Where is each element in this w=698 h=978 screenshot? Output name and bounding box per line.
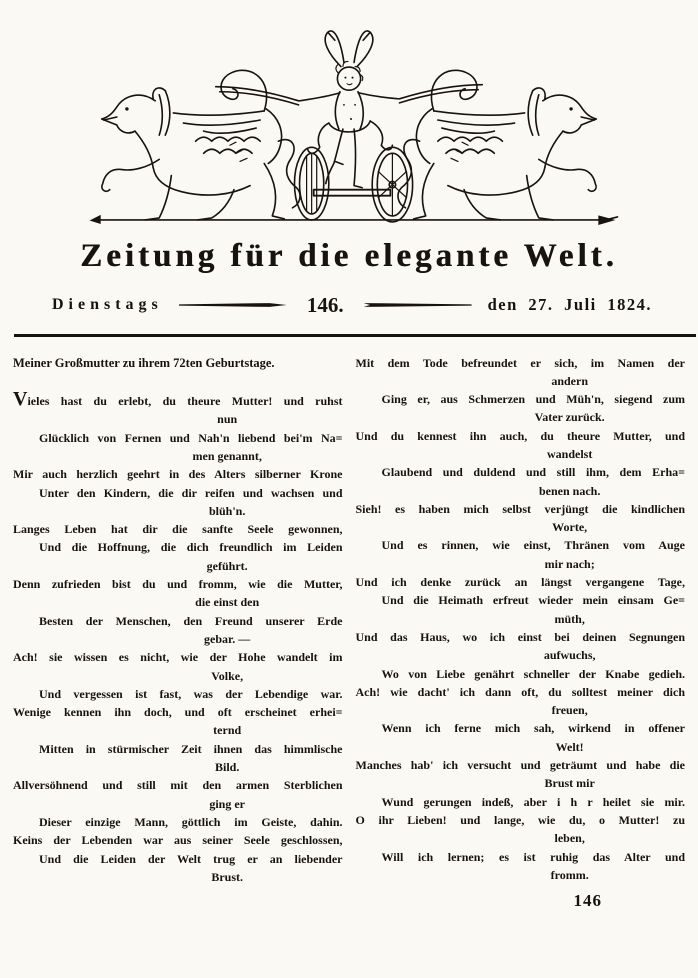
poem-line: benen nach. [538,483,601,498]
poem-line: Glücklich von Fernen und Nah'n liebend bei'm Na= [39,430,343,445]
masthead-vignette [61,12,637,226]
dateline [0,292,698,318]
poem-line: O ihr Lieben! und lange, wie du, o Mutter! zu [355,812,685,827]
poem-line: Keins der Lebenden war aus seiner Seele geschlossen, [13,833,343,848]
poem-line: Unter den Kindern, die dir reifen und wachsen und [39,485,343,500]
poem-line: müth, [554,611,585,626]
poem-line: Und die Leiden der Welt trug er an liebender [39,851,343,866]
poem-line: Mitten in stürmischer Zeit ihnen das himmlische [39,741,343,756]
poem-line: nun [217,412,238,427]
page-number: 146 [573,891,602,911]
dateline-weekday: Dienstags [52,296,163,313]
poem-line: Besten der Menschen, den Freund unserer Erde [39,613,343,628]
poem-line: Ach! sie wissen es nicht, wie der Hohe wandelt im [13,650,343,665]
poem-line: gebar. — [204,631,251,646]
issue-number: 146. [306,292,344,317]
poem-line: Und ich denke zurück an längst vergangene Tage, [355,575,685,590]
poem-line: Und die Heimath erfreut wieder mein einsam Ge= [381,593,685,608]
poem-line: Und vergessen ist fast, was der Lebendige war. [39,686,343,701]
poem-line: Sieh! es haben mich selbst verjüngt die kindlichen [355,501,685,516]
poem-line: Wund gerungen indeß, aber i h r heilet sie mir. [381,794,685,809]
poem-line: Und es rinnen, wie einst, Thränen vom Auge [381,538,685,553]
poem-line: Worte, [552,520,588,535]
poem-line: Langes Leben hat dir die sanfte Seele gewonnen, [13,522,343,537]
poem-line: ging er [209,796,245,811]
poem-line: Brust. [211,869,243,884]
poem-line: Vater zurück. [534,410,605,425]
poem-line: andern [551,373,589,388]
poem-title: Meiner Großmutter zu ihrem 72ten Geburtstage. [13,355,275,370]
poem-line: Brust mir [544,776,595,791]
poem-line: wandelst [547,446,593,461]
griffin-chariot-illustration [61,12,637,226]
poem-line: freuen, [551,703,588,718]
poem-line: Wenn ich ferne mich sah, wirkend in offener [381,721,685,736]
poem-line: Will ich lernen; es ist ruhig das Alter und [381,849,685,864]
poem-line: Dieser einzige Mann, göttlich im Geiste, dahin. [39,814,343,829]
poem-line: ternd [213,723,242,738]
poem-line: Vieles hast du erlebt, du theure Mutter! und ruhst [13,388,343,411]
poem-right-lines [356,354,686,885]
poem-line: Welt! [555,739,584,754]
newspaper-title: Zeitung für die elegante Welt. [80,238,618,274]
poem-line: Denn zufrieden bist du und fromm, wie die Mutter, [13,577,343,592]
poem-line: Ach! wie dacht' ich dann oft, du solltest meiner dich [355,684,685,699]
right-griffin-icon [398,70,596,220]
poem-left-lines [13,390,343,886]
dateline-rule-right [364,303,472,307]
poem-column-left [13,354,343,887]
poem-line: Mit dem Tode befreundet er sich, im Namen der [355,355,685,370]
poem-line: Und du kennest ihn auch, du theure Mutter, und [355,428,685,443]
poem-line: aufwuchs, [543,648,596,663]
poem-line: Ging er, aus Schmerzen und Müh'n, siegend zum [381,392,685,407]
poem-line: men genannt, [192,448,262,463]
poem-line: geführt. [206,558,248,573]
poem-line: Wenige kennen ihn doch, und oft erscheinet erhei= [13,705,343,720]
poem-line: Bild. [214,760,240,775]
poem-line: mir nach; [544,556,595,571]
cherub-icon [300,31,399,188]
poem-line: blüh'n. [208,503,246,518]
reins-icon [216,85,482,105]
dateline-date: den 27. Juli 1824. [487,295,652,314]
dateline-rule-left [179,303,287,307]
poem-line: Und das Haus, wo ich einst bei deinen Segnungen [355,629,685,644]
divider-rule [14,334,696,337]
poem-line: Glaubend und duldend und still ihm, dem Erha= [381,465,685,480]
poem-line: die einst den [195,595,260,610]
poem-columns [0,354,698,887]
poem-line: Allversöhnend und still mit den armen Sterblichen [13,778,343,793]
poem-line: Manches hab' ich versucht und geträumt und habe die [355,758,685,773]
poem-line: Wo von Liebe genährt schneller der Knabe gedieh. [381,666,685,681]
poem-line: fromm. [550,867,589,882]
poem-column-right [356,354,686,887]
poem-line: Volke, [211,668,244,683]
poem-line: leben, [554,831,585,846]
poem-line: Mir auch herzlich geehrt in des Alters silberner Krone [13,467,343,482]
poem-line: Und die Hoffnung, die dich freundlich im Leiden [39,540,343,555]
